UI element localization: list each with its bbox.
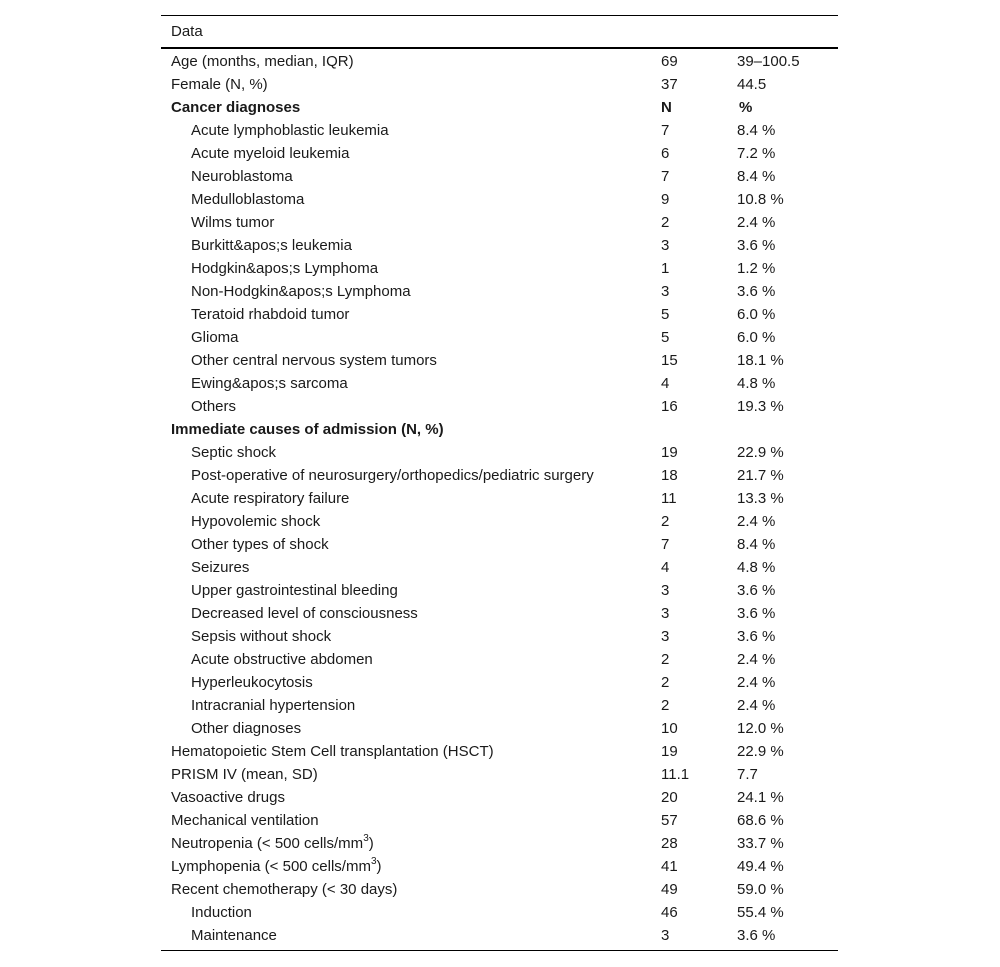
row-label: Other diagnoses	[191, 720, 302, 737]
count-cell: 16	[661, 398, 678, 415]
count-cell: 15	[661, 352, 678, 369]
percent-cell: 8.4 %	[737, 536, 776, 553]
percent-cell: 3.6 %	[737, 628, 776, 645]
superscript: 3	[363, 833, 369, 844]
count-cell: 7	[661, 122, 670, 139]
row-label: Vasoactive drugs	[171, 789, 285, 806]
row-label: Post-operative of neurosurgery/orthopedics/pediatric surgery	[191, 467, 594, 484]
table-row	[161, 671, 838, 694]
count-cell: 28	[661, 835, 678, 852]
row-label: Age (months, median, IQR)	[171, 53, 354, 70]
count-cell: 3	[661, 283, 670, 300]
row-label: Lymphopenia (< 500 cells/$mm^3$)	[171, 856, 382, 875]
percent-cell: 1.2 %	[737, 260, 776, 277]
row-label: Sepsis without shock	[191, 628, 332, 645]
row-label: Acute obstructive abdomen	[191, 651, 373, 668]
table-row	[161, 326, 838, 349]
percent-cell: 33.7 %	[737, 835, 784, 852]
count-cell: 7	[661, 168, 670, 185]
percent-cell: 4.8 %	[737, 559, 776, 576]
table-row	[161, 625, 838, 648]
table-row	[161, 809, 838, 832]
table-row	[161, 165, 838, 188]
count-cell: 41	[661, 858, 678, 875]
percent-cell: 44.5	[737, 76, 767, 93]
count-cell: 5	[661, 329, 670, 346]
row-label: Teratoid rhabdoid tumor	[191, 306, 350, 323]
percent-cell: 3.6 %	[737, 237, 776, 254]
table-row	[161, 50, 838, 73]
row-label: Recent chemotherapy (< 30 days)	[171, 881, 398, 898]
count-cell: 2	[661, 651, 670, 668]
count-cell: 3	[661, 582, 670, 599]
percent-cell: 10.8 %	[737, 191, 784, 208]
table-row	[161, 878, 838, 901]
percent-cell: 68.6 %	[737, 812, 784, 829]
percent-cell: 55.4 %	[737, 904, 784, 921]
table-row	[161, 740, 838, 763]
percent-cell: 2.4 %	[737, 214, 776, 231]
table-row	[161, 211, 838, 234]
count-cell: 19	[661, 743, 678, 760]
row-label: Neutropenia (< 500 cells/$mm^3$)	[171, 833, 374, 852]
count-cell: 69	[661, 53, 678, 70]
count-cell: 57	[661, 812, 678, 829]
row-label: Acute respiratory failure	[191, 490, 350, 507]
table-row	[161, 257, 838, 280]
count-cell: N	[661, 99, 672, 116]
percent-cell: 7.2 %	[737, 145, 776, 162]
percent-cell: 2.4 %	[737, 513, 776, 530]
table-row	[161, 648, 838, 671]
table-row	[161, 73, 838, 96]
table-row	[161, 763, 838, 786]
table-row	[161, 924, 838, 947]
table-row	[161, 372, 838, 395]
table-row	[161, 234, 838, 257]
count-cell: 1	[661, 260, 670, 277]
percent-cell: %	[739, 99, 753, 116]
percent-cell: 3.6 %	[737, 927, 776, 944]
row-label: Septic shock	[191, 444, 277, 461]
row-label: Seizures	[191, 559, 250, 576]
percent-cell: 6.0 %	[737, 329, 776, 346]
count-cell: 19	[661, 444, 678, 461]
table-row	[161, 96, 838, 119]
row-label: Mechanical ventilation	[171, 812, 319, 829]
count-cell: 49	[661, 881, 678, 898]
percent-cell: 7.7	[737, 766, 758, 783]
row-label: Intracranial hypertension	[191, 697, 356, 714]
percent-cell: 8.4 %	[737, 168, 776, 185]
count-cell: 2	[661, 697, 670, 714]
percent-cell: 59.0 %	[737, 881, 784, 898]
table-row	[161, 441, 838, 464]
table-body	[161, 49, 838, 950]
table-row	[161, 717, 838, 740]
row-label: Burkitt&apos;s leukemia	[191, 237, 352, 254]
row-label: Ewing&apos;s sarcoma	[191, 375, 348, 392]
table-row	[161, 119, 838, 142]
row-label: Other central nervous system tumors	[191, 352, 437, 369]
table-row	[161, 188, 838, 211]
count-cell: 4	[661, 559, 670, 576]
characteristics-table	[161, 15, 838, 951]
count-cell: 3	[661, 605, 670, 622]
count-cell: 3	[661, 237, 670, 254]
percent-cell: 18.1 %	[737, 352, 784, 369]
table-row	[161, 142, 838, 165]
count-cell: 11	[661, 490, 677, 507]
count-cell: 9	[661, 191, 670, 208]
superscript: 3	[370, 856, 377, 867]
table-row	[161, 556, 838, 579]
row-label: Decreased level of consciousness	[191, 605, 418, 622]
percent-cell: 2.4 %	[737, 651, 776, 668]
table-row	[161, 395, 838, 418]
count-cell: 6	[661, 145, 670, 162]
row-label: Acute myeloid leukemia	[191, 145, 350, 162]
row-label: Neuroblastoma	[191, 168, 293, 185]
table-row	[161, 303, 838, 326]
count-cell: 46	[661, 904, 678, 921]
row-label: Wilms tumor	[191, 214, 275, 231]
table-row	[161, 901, 838, 924]
percent-cell: 21.7 %	[737, 467, 784, 484]
table-header	[161, 16, 838, 47]
table-row	[161, 602, 838, 625]
count-cell: 2	[661, 513, 670, 530]
header-label: Data	[171, 23, 203, 40]
count-cell: 5	[661, 306, 670, 323]
row-label: Immediate causes of admission (N, %)	[171, 421, 444, 438]
row-label: Medulloblastoma	[191, 191, 305, 208]
count-cell: 4	[661, 375, 670, 392]
count-cell: 3	[661, 628, 670, 645]
percent-cell: 22.9 %	[737, 444, 784, 461]
percent-cell: 19.3 %	[737, 398, 784, 415]
table-row	[161, 832, 838, 855]
table-row	[161, 487, 838, 510]
percent-cell: 24.1 %	[737, 789, 784, 806]
percent-cell: 39–100.5	[737, 53, 800, 70]
table-row	[161, 694, 838, 717]
row-label: Other types of shock	[191, 536, 329, 553]
count-cell: 2	[661, 674, 670, 691]
table-row	[161, 579, 838, 602]
table-row	[161, 280, 838, 303]
row-label: Others	[191, 398, 237, 415]
table-row	[161, 855, 838, 878]
count-cell: 37	[661, 76, 678, 93]
count-cell: 18	[661, 467, 678, 484]
bottom-rule	[161, 950, 838, 951]
percent-cell: 3.6 %	[737, 582, 776, 599]
row-label: Acute lymphoblastic leukemia	[191, 122, 389, 139]
row-label: Hypovolemic shock	[191, 513, 321, 530]
row-label: Female (N, %)	[171, 76, 268, 93]
table-row	[161, 510, 838, 533]
table-row	[161, 464, 838, 487]
row-label: Non-Hodgkin&apos;s Lymphoma	[191, 283, 411, 300]
percent-cell: 3.6 %	[737, 283, 776, 300]
count-cell: 7	[661, 536, 670, 553]
count-cell: 2	[661, 214, 670, 231]
percent-cell: 2.4 %	[737, 674, 776, 691]
row-label: Upper gastrointestinal bleeding	[191, 582, 398, 599]
count-cell: 3	[661, 927, 670, 944]
row-label: Induction	[191, 904, 252, 921]
percent-cell: 4.8 %	[737, 375, 776, 392]
row-label: Hodgkin&apos;s Lymphoma	[191, 260, 379, 277]
percent-cell: 13.3 %	[737, 490, 784, 507]
percent-cell: 8.4 %	[737, 122, 776, 139]
percent-cell: 6.0 %	[737, 306, 776, 323]
table-row	[161, 349, 838, 372]
table-row	[161, 533, 838, 556]
count-cell: 10	[661, 720, 678, 737]
percent-cell: 49.4 %	[737, 858, 784, 875]
percent-cell: 22.9 %	[737, 743, 784, 760]
percent-cell: 12.0 %	[737, 720, 784, 737]
count-cell: 20	[661, 789, 678, 806]
row-label: Cancer diagnoses	[171, 99, 301, 116]
row-label: Hyperleukocytosis	[191, 674, 313, 691]
percent-cell: 3.6 %	[737, 605, 776, 622]
row-label: Maintenance	[191, 927, 277, 944]
percent-cell: 2.4 %	[737, 697, 776, 714]
row-label: Glioma	[191, 329, 239, 346]
row-label: Hematopoietic Stem Cell transplantation (HSCT)	[171, 743, 494, 760]
row-label: PRISM IV (mean, SD)	[171, 766, 318, 783]
count-cell: 11.1	[661, 766, 690, 783]
table-row	[161, 418, 838, 441]
table-row	[161, 786, 838, 809]
